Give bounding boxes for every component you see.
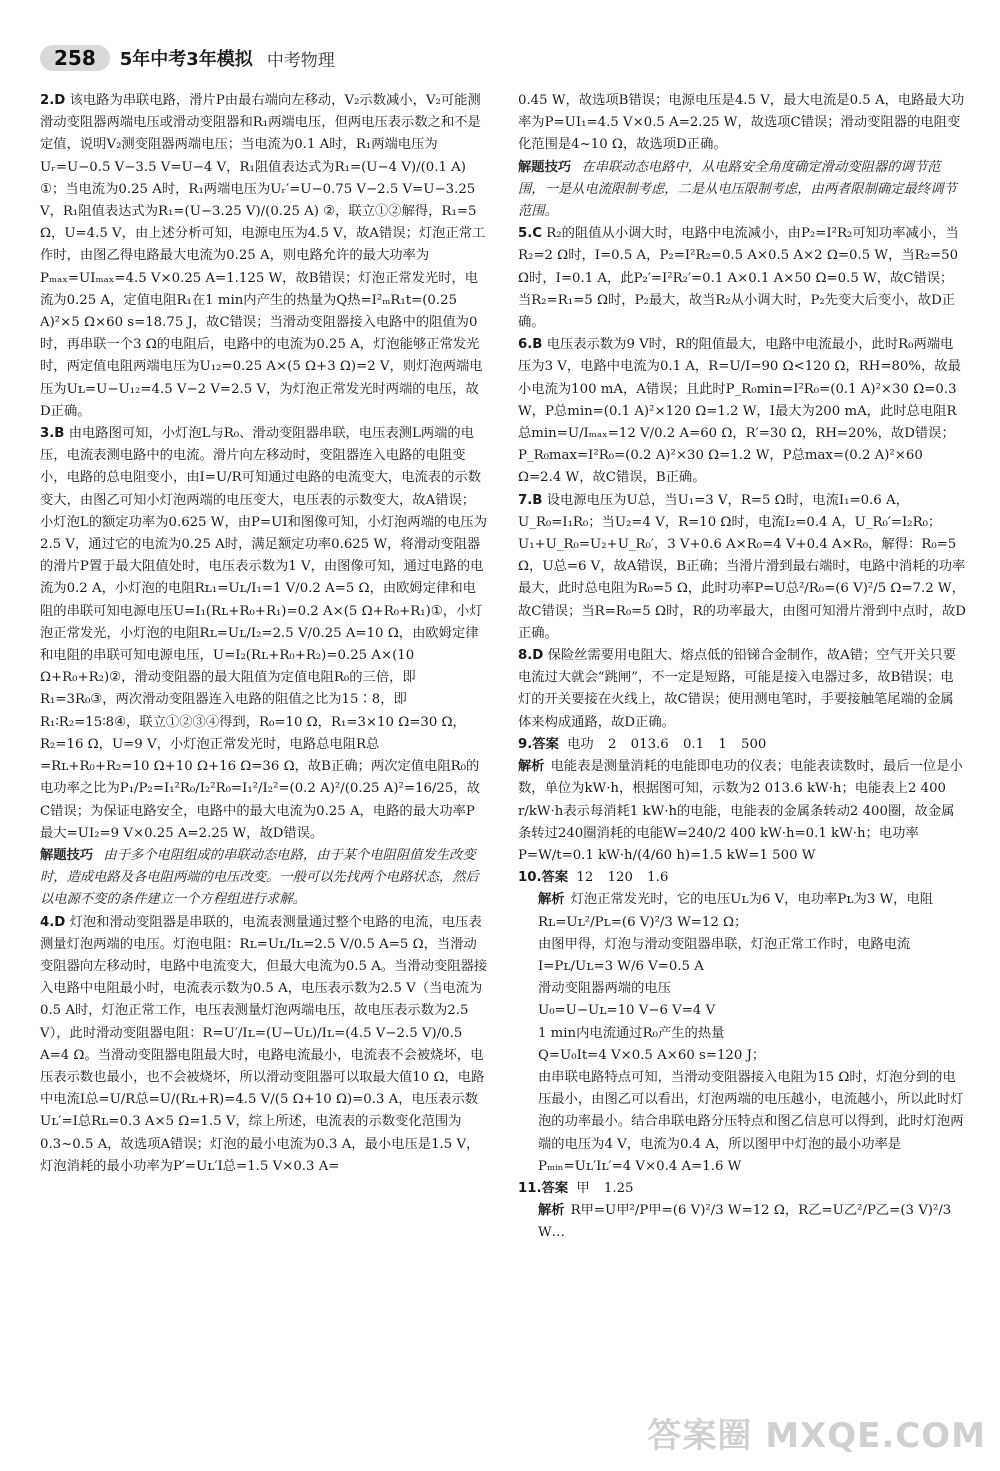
analysis-text: 电能表是测量消耗的电能即电功的仪表；电能表读数时，最后一位是小数，单位为kW·h，根据图可知，示数为2 013.6 kW·h；电能表上2 400 r/kW·h表示每消耗1 kW·h的电能，电能表的金属条转动2 400圈，故金属条转过240圈消耗的电能W=240/2 400 kW·h=0.1 kW·h；电功率P=W/t=0.1 kW·h/(4/60 h)=1.5 kW=1 500 W [518,759,963,863]
analysis-line: Q=U₀It=4 V×0.5 A×60 s=120 J； [538,1047,766,1063]
analysis-line: Rʟ=Uʟ²/Pʟ=(6 V)²/3 W=12 Ω； [538,914,748,930]
explanation-text: 设电源电压为U总，当U₁=3 V，R=5 Ω时，电流I₁=0.6 A，U_R₀=I₁R₀；当U₂=4 V，R=10 Ω时，电流I₂=0.4 A，U_R₀′=I₂R₀；U₁+U_R₀=U₂+U_R₀′，3 V+0.6 A×R₀=4 V+0.4 A×R₀，解得：R₀=5 Ω，U总=6 V，故A错误，B正确；当滑片滑到最右端时，电路中消耗的功率最大，此时总电阻为R₀=5 Ω，此时功率P=U总²/R₀=(6 V)²/5 Ω=7.2 W，故C错误；当R=R₀=5 Ω时，R的功率最大，由图可知滑片滑到中点时，故D正确。 [518,492,966,641]
explanation-text: 电压表示数为9 V时，R的阻值最大，电路中电流最小，此时R₀两端电压为3 V，电路中电流为0.1 A，R=U/I=90 Ω<120 Ω，RH=80%，故最小电流为100 mA，A错误；且此时P_R₀min=I²R₀=(0.1 A)²×30 Ω=0.3 W，P总min=(0.1 A)²×120 Ω=1.2 W，I最大为200 mA，此时总电阻R总min=U/Iₘₐₓ=12 V/0.2 A=60 Ω，R′=30 Ω，RH=20%，故D错误；P_R₀max=I²R₀=(0.2 A)²×30 Ω=1.2 W，P总max=(0.2 A)²×60 Ω=2.4 W，故C错误，B正确。 [518,337,961,486]
solving-tip [40,845,488,912]
answer-8 [518,645,966,734]
analysis-line: 由串联电路特点可知，当滑动变阻器接入电阻为15 Ω时，灯泡分到的电压最小，由图乙可以看出，灯泡两端的电压越小，电流越小，所以此时灯泡的功率最小。结合串联电路分压特点和图乙信息可以得到，此时灯泡两端的电压为4 V，电流为0.4 A，所以图甲中灯泡的最小功率是Pₘᵢₙ=Uʟ′Iʟ′=4 V×0.4 A=1.6 W [538,1069,964,1174]
explanation-text: 0.45 W，故选项B错误；电源电压是4.5 V，最大电流是0.5 A，电路最大功率为P=UI₁=4.5 V×0.5 A=2.25 W，故选项C错误；滑动变阻器的电阻变化范围是4~10 Ω，故选项D正确。 [518,93,965,153]
question-number: 9.答案 [518,736,559,752]
explanation-text: R₂的阻值从小调大时，电路中电流减小，由P₂=I²R₂可知功率减小，当R₂=2 Ω时，I=0.5 A，P₂=I²R₂=0.5 A×0.5 A×2 Ω=0.5 W，当R₂=50 Ω时，I=0.1 A，此P₂′=I²R₂′=0.1 A×0.1 A×50 Ω=0.5 W，故C错误；当R₂=R₁=5 Ω时，P₂最大，故当R₂从小调大时，P₂先变大后变小，故D正确。 [518,226,959,331]
tip-text: 在串联动态电路中，从电路安全角度确定滑动变阻器的调节范围，一是从电流限制考虑，二是从电压限制考虑，由两者限制确定最终调节范围。 [518,159,957,220]
question-number: 3.B [40,426,65,442]
answer-6 [518,334,966,489]
answer-values: 甲 1.25 [576,1180,634,1196]
question-number: 10.答案 [518,870,569,886]
answer-3 [40,423,488,845]
subject-label: 中考物理 [266,50,335,71]
book-title: 5年中考3年模拟 [119,49,253,70]
tip-text: 由于多个电阻组成的串联动态电路，由于某个电阻阻值发生改变时，造成电路及各电阻两端的电压改变。一般可以先找两个电路状态，然后以电源不变的条件建立一个方程组进行求解。 [40,847,479,908]
analysis-text: R甲=U甲²/P甲=(6 V)²/3 W=12 Ω，R乙=U乙²/P乙=(3 V)²/3 W… [538,1203,952,1241]
question-number: 2.D [40,93,66,108]
page-number: 258 [40,45,110,71]
explanation-text: 灯泡和滑动变阻器是串联的，电流表测量通过整个电路的电流，电压表测量灯泡两端的电压。灯泡电阻：Rʟ=Uʟ/Iʟ=2.5 V/0.5 A=5 Ω，当滑动变阻器向左移动时，电路中电流变大，但最大电流为0.5 A。当滑动变阻器接入电路中电阻最小时，电流表示数为0.5 A，电压表示数为2.5 V（当电流为0.5 A时，灯泡正常工作，电压表测量灯泡两端电压，故电压表示数为2.5 V），此时滑动变阻器电阻：R=U′/Iʟ=(U−Uʟ)/Iʟ=(4.5 V−2.5 V)/0.5 A=4 Ω。当滑动变阻器电阻最大时，电路电流最小，电流表不会被烧坏，电压表示数也最小，也不会被烧坏，所以滑动变阻器可以取最大值10 Ω，电路中电流I总=U/R总=U/(Rʟ+R)=4.5 V/(5 Ω+10 Ω)=0.3 A，电压表示数Uʟ′=I总Rʟ=0.3 A×5 Ω=1.5 V，综上所述，电流表的示数变化范围为0.3~0.5 A，故选项A错误；灯泡的最小电流为0.3 A，最小电压是1.5 V，灯泡消耗的最小功率为P′=Uʟ′I总=1.5 V×0.3 A= [40,914,488,1174]
analysis-line: U₀=U−Uʟ=10 V−6 V=4 V [538,1003,716,1019]
tip-heading: 解题技巧 [40,847,94,863]
question-number: 5.C [518,226,543,242]
tip-heading: 解题技巧 [518,159,572,175]
answer-5 [518,223,966,334]
answer-4-continued [518,90,966,157]
answer-values: 12 120 1.6 [576,870,669,886]
explanation-text: 保险丝需要用电阻大、熔点低的铅锑合金制作，故A错；空气开关只要电流过大就会“跳闸”，不一定是短路，可能是接入电器过多，故B错误；电灯的开关要接在火线上，故C错误；使用测电笔时，手要接触笔尾端的金属体来构成通路，故D正确。 [518,648,957,730]
question-number: 11.答案 [518,1180,569,1196]
question-number: 7.B [518,492,543,508]
answer-9: 9.答案 电功 2 013.6 0.1 1 500 解析 电能表是测量消耗的电能即电功的仪表；电能表读数时，最后一位是小数，单位为kW·h，根据图可知，示数为2 013.6 kW·h；电能表上2 400 r/kW·h表示每消耗1 kW·h的电能，电能表的金属条转动2 400圈，故金属条转过240圈消耗的电能W=240/2 400 kW·h=0.1 kW·h；电功率P=W/t=0.1 kW·h/(4/60 h)=1.5 kW=1 500 W [518,736,963,863]
explanation-text: 该电路为串联电路，滑片P由最右端向左移动，V₂示数减小，V₂可能测滑动变阻器两端电压或滑动变阻器和R₁两端电压，但两电压表示数之和不是定值，说明V₂测变阻器两端电压；当电流为0.1 A时，R₁两端电压为Uᵣ=U−0.5 V−3.5 V=U−4 V，R₁阻值表达式为R₁=(U−4 V)/(0.1 A) ①；当电流为0.25 A时，R₁两端电压为Uᵣ′=U−0.75 V−2.5 V=U−3.25 V，R₁阻值表达式为R₁=(U−3.25 V)/(0.25 A) ②，联立①②解得，R₁=5 Ω，U=4.5 V，由上述分析可知，电源电压为4.5 V，故A错误；灯泡正常工作时，由图乙得电路最大电流为0.25 A，则电路允许的最大功率为Pₘₐₓ=UIₘₐₓ=4.5 V×0.25 A=1.125 W，故B错误；灯泡正常发光时，电流为0.25 A，定值电阻R₁在1 min内产生的热量为Q热=I²ₘR₁t=(0.25 A)²×5 Ω×60 s=18.75 J，故C错误；当滑动变阻器接入电路中的阻值为0时，再串联一个3 Ω的电阻后，电路中的电流为0.25 A，灯泡能够正常发光时，两定值电阻两端电压为U₁₂=0.25 A×(5 Ω+3 Ω)=2 V，则灯泡两端电压为Uʟ=U−U₁₂=4.5 V−2 V=2.5 V，为灯泡正常发光时两端的电压，故D正确。 [40,93,486,419]
question-number: 4.D [40,914,66,930]
answer-2 [40,90,488,423]
right-column [518,90,966,1245]
answer-11: 11.答案 甲 1.25 解析 R甲=U甲²/P甲=(6 V)²/3 W=12 Ω，R乙=U乙²/P乙=(3 V)²/3 W… [518,1180,952,1241]
answer-7 [518,490,966,645]
analysis-line: 滑动变阻器两端的电压 [538,981,671,997]
answer-10: 10.答案 12 120 1.6 解析 灯泡正常发光时，它的电压Uʟ为6 V，电功率Pʟ为3 W，电阻 Rʟ=Uʟ²/Pʟ=(6 V)²/3 W=12 Ω； 由图甲得，灯泡与滑动变阻器串联，灯泡正常工作时，电路电流 I=Pʟ/Uʟ=3 W/6 V=0.5 A 滑动变阻器两端的电压 U₀=U−Uʟ=10 V−6 V=4 V 1 min内电流通过R₀产生的热量 Q=U₀It=4 V×0.5 A×60 s=120 J； 由串联电路特点可知，当滑动变阻器接入电阻为15 Ω时，灯泡分到的电压最小，由图乙可以看出，灯泡两端的电压越小，电流越小，所以此时灯泡的功率最小。结合串联电路分压特点和图乙信息可以得到，此时灯泡两端的电压为4 V，电流为0.4 A，所以图甲中灯泡的最小功率是Pₘᵢₙ=Uʟ′Iʟ′=4 V×0.4 A=1.6 W [518,867,966,1178]
analysis-text: 灯泡正常发光时，它的电压Uʟ为6 V，电功率Pʟ为3 W，电阻 [570,892,934,908]
solving-tip [518,157,966,224]
page-header [40,44,335,72]
analysis-line: 由图甲得，灯泡与滑动变阻器串联，灯泡正常工作时，电路电流 [538,936,911,952]
watermark-logo: 答案圈 MXQE.COM [647,1416,986,1456]
analysis-line: 1 min内电流通过R₀产生的热量 [538,1025,725,1041]
answer-4 [40,912,488,1178]
left-column [40,90,488,1178]
question-number: 8.D [518,648,544,664]
answer-values: 电功 2 013.6 0.1 1 500 [567,736,767,752]
explanation-text: 由电路图可知，小灯泡L与R₀、滑动变阻器串联，电压表测L两端的电压，电流表测电路中的电流。滑片向左移动时，变阻器连入电路的电阻变小，电路的总电阻变小，由I=U/R可知通过电路的电流变大，电流表的示数变大，由图乙可知小灯泡两端的电压变大，电压表的示数变大，故A错误；小灯泡L的额定功率为0.625 W，由P=UI和图像可知，小灯泡两端的电压为2.5 V，通过它的电流为0.25 A时，满足额定功率0.625 W，将滑动变阻器的滑片P置于最大阻值处时，电压表示数为1 V，由图像可知，通过电路的电流为0.2 A，小灯泡的电阻Rʟ₁=Uʟ/I₁=1 V/0.2 A=5 Ω，由欧姆定律和电阻的串联可知电源电压U=I₁(Rʟ+R₀+R₁)=0.2 A×(5 Ω+R₀+R₁)①，小灯泡正常发光，小灯泡的电阻Rʟ=Uʟ/I₂=2.5 V/0.25 A=10 Ω，由欧姆定律和电阻的串联可知电源电压，U=I₂(Rʟ+R₀+R₂)=0.25 A×(10 Ω+R₀+R₂)②，滑动变阻器的最大阻值为定值电阻R₀的三倍，即R₁=3R₀③，两次滑动变阻器连入电路的阻值之比为15∶8，即R₁∶R₂=15∶8④，联立①②③④得到，R₀=10 Ω，R₁=3×10 Ω=30 Ω，R₂=16 Ω，U=9 V，小灯泡正常发光时，电路总电阻R总=Rʟ+R₀+R₂=10 Ω+10 Ω+16 Ω=36 Ω，故B正确；两次定值电阻R₀的电功率之比为P₁/P₂=I₁²R₀/I₂²R₀=I₁²/I₂²=(0.2 A)²/(0.25 A)²=16/25，故C错误；为保证电路安全，电路中的最大电流为0.25 A，电路的最大功率P最大=UI₂=9 V×0.25 A=2.25 W，故D错误。 [40,426,488,841]
analysis-line: I=Pʟ/Uʟ=3 W/6 V=0.5 A [538,958,704,974]
question-number: 6.B [518,337,543,353]
